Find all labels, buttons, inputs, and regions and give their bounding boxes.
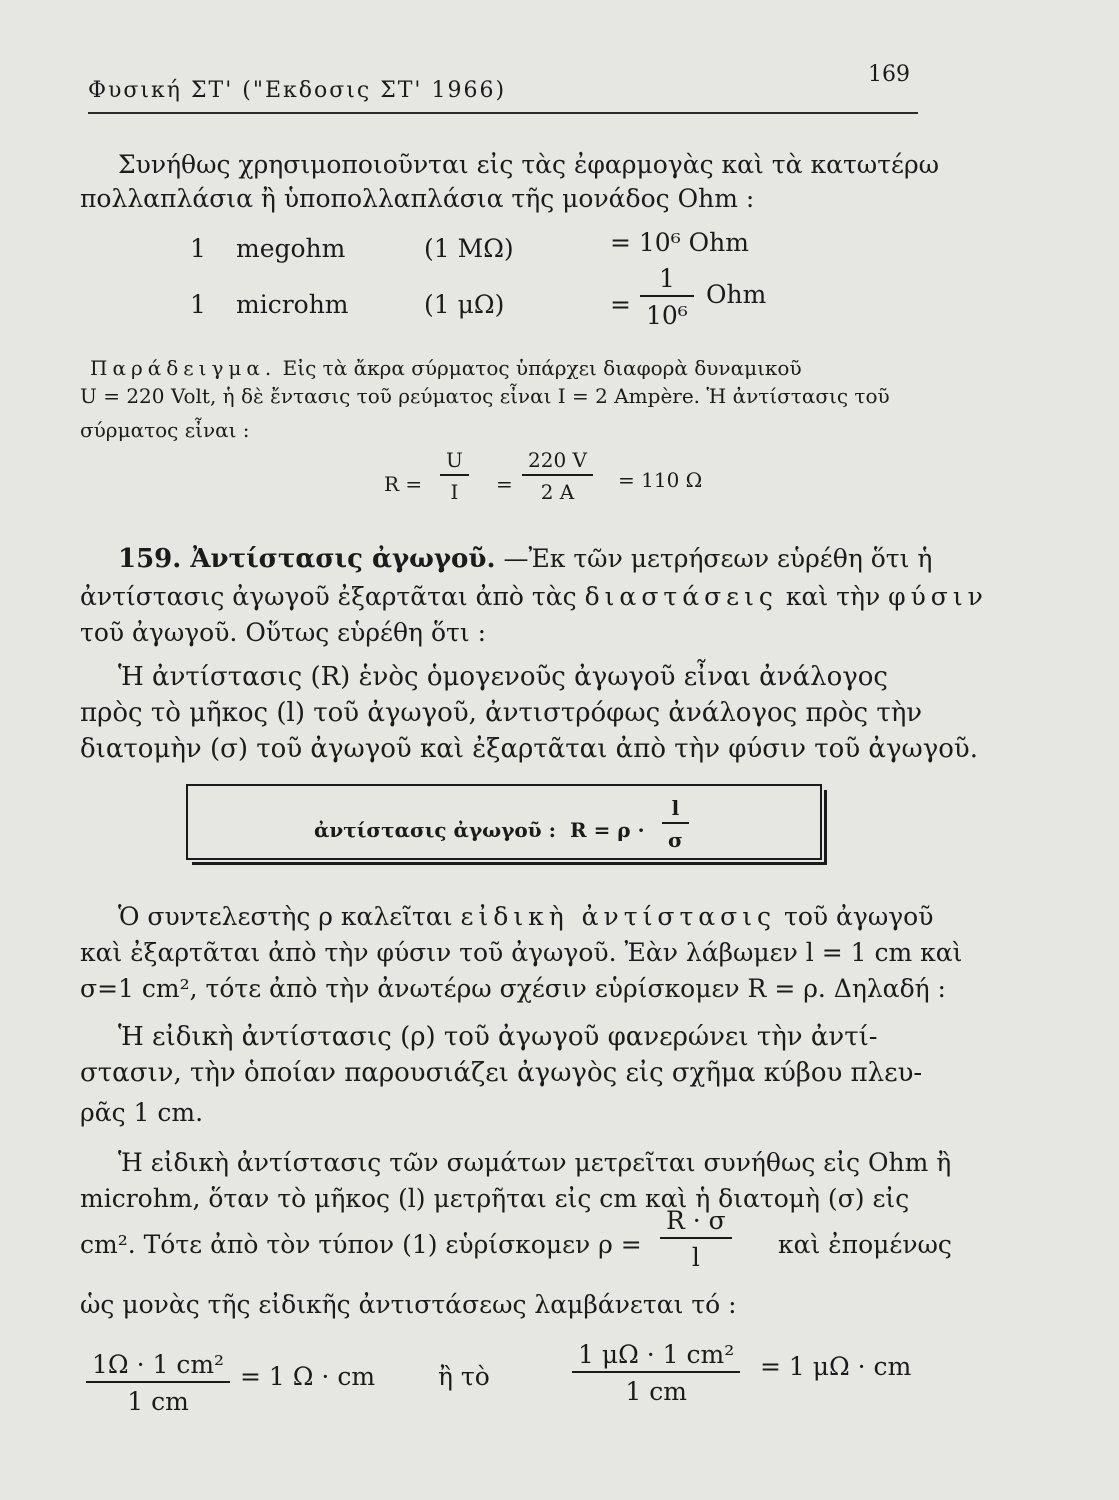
example-f2-den: 2 A bbox=[540, 480, 575, 504]
unit-2-eq-sign: = bbox=[610, 290, 631, 319]
law-line-2: πρὸς τὸ μῆκος (l) τοῦ ἀγωγοῦ, ἀντιστρόφως ἀνάλογος πρὸς τὴν bbox=[80, 698, 923, 728]
boxed-bar bbox=[662, 822, 689, 824]
section-159-line-3: τοῦ ἀγωγοῦ. Οὕτως εὑρέθη ὅτι : bbox=[80, 618, 487, 647]
final-f1-num: 1Ω · 1 cm² bbox=[92, 1350, 225, 1379]
boxed-den: σ bbox=[668, 828, 683, 852]
coef-line-1-c: τοῦ ἀγωγοῦ bbox=[784, 902, 934, 931]
final-connector: ἢ τὸ bbox=[438, 1362, 490, 1391]
section-159-line-2 bbox=[80, 582, 988, 611]
coef-line-2: καὶ ἐξαρτᾶται ἀπὸ τὴν φύσιν τοῦ ἀγωγοῦ. Ἐὰν λάβωμεν l = 1 cm καὶ bbox=[80, 938, 963, 967]
section-159-line-1 bbox=[118, 544, 932, 574]
boxed-fraction bbox=[662, 796, 689, 852]
coef-line-1 bbox=[118, 902, 933, 931]
example-line-1-text: Εἰς τὰ ἄκρα σύρματος ὑπάρχει διαφορὰ δυναμικοῦ bbox=[282, 356, 802, 380]
example-line-3: σύρματος εἶναι : bbox=[80, 418, 250, 442]
specific-line-2: στασιν, τὴν ὁποίαν παρουσιάζει ἀγωγὸς εἰς σχῆμα κύβου πλευ- bbox=[80, 1058, 923, 1088]
boxed-label: ἀντίστασις ἀγωγοῦ : bbox=[314, 818, 556, 842]
example-formula-lhs: R = bbox=[384, 472, 423, 496]
example-line-1 bbox=[90, 356, 802, 380]
running-title: Φυσική ΣΤ' ("Εκδοσις ΣΤ' 1966) bbox=[88, 78, 507, 103]
measure-line-2: microhm, ὅταν τὸ μῆκος (l) μετρῆται εἰς cm καὶ ἡ διατομὴ (σ) εἰς bbox=[80, 1184, 910, 1213]
measure-fraction bbox=[660, 1206, 732, 1272]
measure-line-3-b: καὶ ἐπομένως bbox=[778, 1230, 952, 1259]
boxed-lhs: R = ρ · bbox=[570, 818, 645, 842]
example-label: Παράδειγμα. bbox=[90, 356, 277, 380]
measure-bar bbox=[660, 1237, 732, 1239]
unit-1-symbol: (1 MΩ) bbox=[424, 234, 514, 263]
example-fraction-1 bbox=[440, 448, 469, 504]
unit-2-number: 1 bbox=[190, 290, 206, 319]
example-line-2: U = 220 Volt, ἡ δὲ ἔντασις τοῦ ρεύματος εἶναι I = 2 Ampère. Ἡ ἀντίστασις τοῦ bbox=[80, 384, 890, 408]
unit-2-ohm: Ohm bbox=[706, 280, 767, 309]
section-line-1-rest: —Ἐκ τῶν μετρήσεων εὑρέθη ὅτι ἡ bbox=[503, 544, 933, 573]
unit-2-fraction-bar bbox=[640, 295, 694, 297]
example-f2-bar bbox=[522, 474, 593, 476]
measure-num: R · σ bbox=[666, 1206, 726, 1235]
coef-line-1-b: εἰδικὴ ἀντίστασις bbox=[460, 902, 777, 931]
final-f1-den: 1 cm bbox=[127, 1387, 189, 1416]
section-line-2-c: καὶ τὴν bbox=[785, 582, 881, 611]
example-eq-2: = bbox=[496, 472, 513, 496]
unit-2-fraction bbox=[640, 264, 694, 330]
unit-2-symbol: (1 μΩ) bbox=[424, 290, 505, 319]
section-title: 159. Ἀντίστασις ἀγωγοῦ. bbox=[118, 544, 496, 574]
unit-1-number: 1 bbox=[190, 234, 206, 263]
unit-1-name: megohm bbox=[236, 234, 346, 263]
final-f2-num: 1 μΩ · 1 cm² bbox=[578, 1340, 735, 1369]
example-result: = 110 Ω bbox=[618, 468, 703, 492]
page-number: 169 bbox=[868, 62, 910, 87]
unit-2-fraction-den: 10⁶ bbox=[646, 301, 688, 330]
specific-line-1: Ἡ εἰδικὴ ἀντίστασις (ρ) τοῦ ἀγωγοῦ φανερώνει τὴν ἀντί- bbox=[118, 1022, 878, 1052]
unit-2-name: microhm bbox=[236, 290, 349, 319]
boxed-num: l bbox=[671, 796, 680, 820]
final-f2-bar bbox=[572, 1371, 740, 1373]
example-f1-bar bbox=[440, 474, 469, 476]
header-rule bbox=[88, 112, 918, 114]
coef-line-1-a: Ὁ συντελεστὴς ρ καλεῖται bbox=[118, 902, 453, 931]
measure-line-4: ὡς μονὰς τῆς εἰδικῆς ἀντιστάσεως λαμβάνεται τό : bbox=[80, 1290, 737, 1319]
example-f2-num: 220 V bbox=[528, 448, 587, 472]
final-fraction-1 bbox=[86, 1350, 230, 1416]
measure-line-1: Ἡ εἰδικὴ ἀντίστασις τῶν σωμάτων μετρεῖται συνήθως εἰς Ohm ἢ bbox=[118, 1148, 952, 1177]
coef-line-3: σ=1 cm², τότε ἀπὸ τὴν ἀνωτέρω σχέσιν εὑρίσκομεν R = ρ. Δηλαδή : bbox=[80, 974, 946, 1003]
intro-line-2: πολλαπλάσια ἢ ὑποπολλαπλάσια τῆς μονάδος Ohm : bbox=[80, 184, 755, 213]
example-fraction-2 bbox=[522, 448, 593, 504]
measure-den: l bbox=[691, 1243, 700, 1272]
section-line-2-b: διαστάσεις bbox=[584, 582, 778, 611]
final-f1-bar bbox=[86, 1381, 230, 1383]
law-line-3: διατομὴν (σ) τοῦ ἀγωγοῦ καὶ ἐξαρτᾶται ἀπὸ τὴν φύσιν τοῦ ἀγωγοῦ. bbox=[80, 734, 978, 764]
example-f1-num: U bbox=[446, 448, 463, 472]
example-f1-den: I bbox=[450, 480, 459, 504]
section-line-2-d: φύσιν bbox=[888, 582, 988, 611]
specific-line-3: ρᾶς 1 cm. bbox=[80, 1098, 204, 1127]
law-line-1: Ἡ ἀντίστασις (R) ἑνὸς ὁμογενοῦς ἀγωγοῦ εἶναι ἀνάλογος bbox=[118, 662, 888, 692]
final-f2-result: = 1 μΩ · cm bbox=[760, 1352, 912, 1381]
unit-2-fraction-num: 1 bbox=[658, 264, 675, 293]
measure-line-3-a: cm². Τότε ἀπὸ τὸν τύπον (1) εὑρίσκομεν ρ = bbox=[80, 1230, 642, 1259]
unit-1-equation: = 10⁶ Ohm bbox=[610, 228, 749, 257]
intro-line-1: Συνήθως χρησιμοποιοῦνται εἰς τὰς ἐφαρμογὰς καὶ τὰ κατωτέρω bbox=[118, 150, 940, 179]
final-f1-result: = 1 Ω · cm bbox=[240, 1362, 376, 1391]
final-f2-den: 1 cm bbox=[625, 1377, 687, 1406]
section-line-2-a: ἀντίστασις ἀγωγοῦ ἐξαρτᾶται ἀπὸ τὰς bbox=[80, 582, 577, 611]
final-fraction-2 bbox=[572, 1340, 740, 1406]
